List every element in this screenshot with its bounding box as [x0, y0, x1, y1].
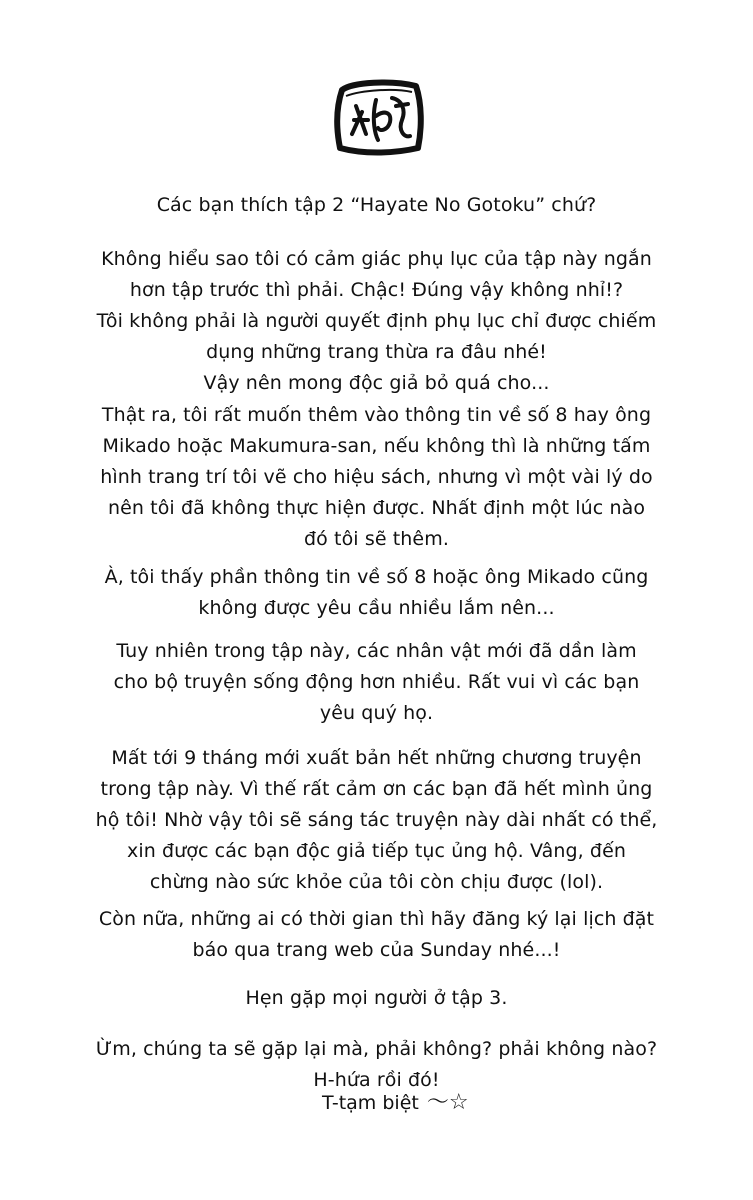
paragraph-web: Còn nữa, những ai có thời gian thì hãy đăng ký lại lịch đặt báo qua trang web của Sunday nhé...! [98, 908, 655, 961]
paragraph-info: Thật ra, tôi rất muốn thêm vào thông tin về số 8 hay ông Mikado hoặc Makumura-san, nếu không thì là những tấm hình trang trí tôi vẽ cho hiệu sách, nhưng vì một vài lý do nên tôi đã không thực hiện được. Nhất định một lúc nào đó tôi sẽ thêm. [100, 404, 653, 550]
seal-stamp-icon [332, 76, 424, 158]
paragraph-months: Mất tới 9 tháng mới xuất bản hết những chương truyện trong tập này. Vì thế rất cảm ơn các bạn đã hết mình ủng hộ tôi! Nhờ vậy tôi sẽ sáng tác truyện này dài nhất có thể, xin được các bạn độc giả tiếp tục ủng hộ. Vâng, đến chừng nào sức khỏe của tôi còn chịu được (lol). [95, 747, 658, 893]
paragraph-next-volume: Hẹn gặp mọi người ở tập 3. [245, 987, 508, 1009]
tilde-star-icon: 〜☆ [426, 1090, 469, 1115]
sign-off-text: T-tạm biệt [322, 1092, 419, 1114]
paragraph-bye: Ừm, chúng ta sẽ gặp lại mà, phải không? phải không nào? H-hứa rồi đó! [95, 1038, 658, 1091]
paragraph-intro: Các bạn thích tập 2 “Hayate No Gotoku” chứ? [156, 194, 597, 216]
sign-off [322, 1087, 469, 1119]
paragraph-characters: Tuy nhiên trong tập này, các nhân vật mới đã dần làm cho bộ truyện sống động hơn nhiều. Rất vui vì các bạn yêu quý họ. [113, 640, 640, 724]
paragraph-ah: À, tôi thấy phần thông tin về số 8 hoặc ông Mikado cũng không được yêu cầu nhiều lắm nên... [104, 566, 649, 619]
author-seal-stamp [332, 76, 424, 158]
paragraph-appendix: Không hiểu sao tôi có cảm giác phụ lục của tập này ngắn hơn tập trước thì phải. Chậc! Đúng vậy không nhỉ!? Tôi không phải là người quyết định phụ lục chỉ được chiếm dụng những trang thừa ra đâu nhé! Vậy nên mong độc giả bỏ quá cho... [96, 248, 657, 394]
